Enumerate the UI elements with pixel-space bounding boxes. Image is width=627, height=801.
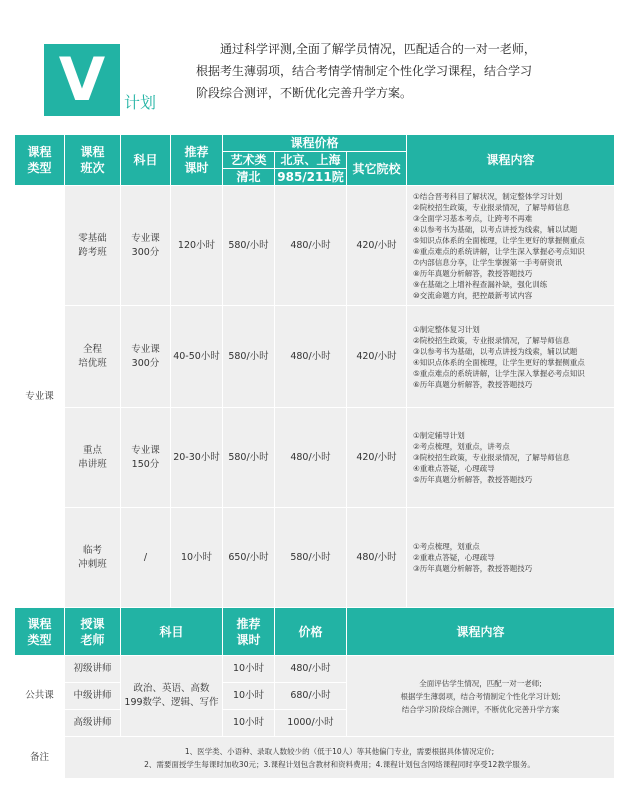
content-item: ①结合晋考科目了解状况，制定整体学习计划 bbox=[413, 191, 563, 201]
teacher-level: 高级讲师 bbox=[65, 710, 121, 737]
content-item: ①考点梳理，划重点 bbox=[413, 542, 480, 551]
note-row bbox=[15, 737, 615, 779]
class-name: 零基础 跨考班 bbox=[65, 186, 121, 306]
price-985: 480/小时 bbox=[275, 408, 347, 508]
public-course-content: 全面评估学生情况，匹配一对一老师; 根据学生薄弱项，结合考情制定个性化学习计划; 结合学习阶段综合测评，不断优化完善升学方案 bbox=[347, 656, 615, 737]
content-item: ②院校招生政策，专业报录情况，了解导师信息 bbox=[413, 202, 570, 212]
price-985: 480/小时 bbox=[275, 186, 347, 306]
public-subjects: 政治、英语、高数 199数学、逻辑、写作 bbox=[121, 656, 223, 737]
hours: 10小时 bbox=[223, 683, 275, 710]
plan-label: 计划 bbox=[124, 93, 157, 112]
content-item: ⑨在基础之上增补程查漏补缺，强化训练 bbox=[413, 279, 548, 289]
class-name: 全程 培优班 bbox=[65, 306, 121, 408]
table-row bbox=[15, 508, 615, 608]
header-hours: 推荐 课时 bbox=[171, 135, 223, 186]
teacher-level: 初级讲师 bbox=[65, 656, 121, 683]
header-price: 价格 bbox=[275, 608, 347, 656]
header-content: 课程内容 bbox=[347, 608, 615, 656]
content-list bbox=[407, 324, 614, 390]
header-bj-sh: 北京、上海 bbox=[275, 152, 347, 169]
hours: 120小时 bbox=[171, 186, 223, 306]
content-item: ⑥重点难点的系统讲解，让学生深入掌握必考点知识 bbox=[413, 246, 585, 256]
price-other: 420/小时 bbox=[347, 408, 407, 508]
class-name: 重点 串讲班 bbox=[65, 408, 121, 508]
price-other: 420/小时 bbox=[347, 186, 407, 306]
table-row bbox=[15, 186, 615, 306]
category-public: 公共课 bbox=[15, 656, 65, 737]
table-row bbox=[15, 408, 615, 508]
subject: 专业课 150分 bbox=[121, 408, 171, 508]
intro-text bbox=[196, 38, 576, 104]
note-label: 备注 bbox=[15, 737, 65, 779]
subject: 专业课 300分 bbox=[121, 306, 171, 408]
header-other: 其它院校 bbox=[347, 152, 407, 186]
content-item: ④知识点体系的全面梳理，让学生更好的掌握侧重点 bbox=[413, 357, 585, 367]
content-list bbox=[407, 191, 614, 301]
content-item: ⑦内部信息分享，让学生掌握第一手考研资讯 bbox=[413, 257, 563, 267]
header-course-type: 课程 类型 bbox=[15, 608, 65, 656]
header-hours: 推荐 课时 bbox=[223, 608, 275, 656]
price: 1000/小时 bbox=[275, 710, 347, 737]
header-content: 课程内容 bbox=[407, 135, 615, 186]
course-content bbox=[407, 408, 615, 508]
content-item: ②院校招生政策，专业报录情况，了解导师信息 bbox=[413, 335, 570, 345]
table-row bbox=[15, 306, 615, 408]
table-row bbox=[15, 656, 615, 683]
course-content bbox=[407, 306, 615, 408]
price-985: 580/小时 bbox=[275, 508, 347, 608]
header-art: 艺术类 bbox=[223, 152, 275, 169]
content-item: ③全面学习基本考点，让跨考不再难 bbox=[413, 213, 533, 223]
price: 480/小时 bbox=[275, 656, 347, 683]
header-qinghua: 清北 bbox=[223, 169, 275, 186]
content-item: ②重难点答疑，心理疏导 bbox=[413, 553, 495, 562]
header-subject: 科目 bbox=[121, 608, 223, 656]
hours: 10小时 bbox=[223, 656, 275, 683]
content-item: ②考点梳理，划重点，讲考点 bbox=[413, 442, 510, 451]
class-name: 临考 冲刺班 bbox=[65, 508, 121, 608]
header-subject: 科目 bbox=[121, 135, 171, 186]
price-other: 480/小时 bbox=[347, 508, 407, 608]
professional-course-table bbox=[14, 134, 615, 608]
price-art: 580/小时 bbox=[223, 408, 275, 508]
v-plan-logo: V bbox=[44, 44, 120, 116]
price-art: 580/小时 bbox=[223, 186, 275, 306]
category-professional: 专业课 bbox=[15, 186, 65, 608]
content-item: ③院校招生政策，专业报录情况，了解导师信息 bbox=[413, 453, 570, 462]
content-item: ①制定辅导计划 bbox=[413, 431, 465, 440]
header-985: 985/211院 bbox=[275, 169, 347, 186]
hours: 10小时 bbox=[171, 508, 223, 608]
price-art: 650/小时 bbox=[223, 508, 275, 608]
hours: 40-50小时 bbox=[171, 306, 223, 408]
content-item: ⑧历年真题分析解答，教授答题技巧 bbox=[413, 268, 533, 278]
content-item: ③历年真题分析解答，教授答题技巧 bbox=[413, 564, 533, 573]
price: 680/小时 bbox=[275, 683, 347, 710]
hours: 20-30小时 bbox=[171, 408, 223, 508]
course-content bbox=[407, 508, 615, 608]
price-art: 580/小时 bbox=[223, 306, 275, 408]
content-list bbox=[407, 430, 614, 485]
subject: 专业课 300分 bbox=[121, 186, 171, 306]
content-item: ⑥历年真题分析解答，教授答题技巧 bbox=[413, 379, 533, 389]
intro-line-1: 通过科学评测,全面了解学员情况，匹配适合的一对一老师， bbox=[220, 42, 536, 56]
teacher-level: 中级讲师 bbox=[65, 683, 121, 710]
header-course-class: 课程 班次 bbox=[65, 135, 121, 186]
subject: / bbox=[121, 508, 171, 608]
public-course-table bbox=[14, 607, 615, 779]
price-other: 420/小时 bbox=[347, 306, 407, 408]
course-content bbox=[407, 186, 615, 306]
note-text: 1、医学类、小语种、录取人数较少的（低于10人）等其他偏门专业，需要根据具体情况定价; 2、需要面授学生每课时加收30元；3.课程计划包含教材和资料费用；4.课程计划包含网络课程同时享受12教学服务。 bbox=[65, 737, 615, 779]
header-teacher: 授课 老师 bbox=[65, 608, 121, 656]
content-item: ④以参考书为基础，以考点讲授为线索，辅以试题 bbox=[413, 224, 578, 234]
intro-line-2: 根据考生薄弱项，结合考情学情制定个性化学习课程，结合学习 bbox=[196, 64, 533, 78]
content-item: ⑤历年真题分析解答，教授答题技巧 bbox=[413, 475, 533, 484]
content-item: ⑩交流命题方向，把控最新考试内容 bbox=[413, 290, 533, 300]
intro-line-3: 阶段综合测评，不断优化完善升学方案。 bbox=[196, 86, 413, 100]
header-price: 课程价格 bbox=[223, 135, 407, 152]
hours: 10小时 bbox=[223, 710, 275, 737]
content-item: ③以参考书为基础，以考点讲授为线索，辅以试题 bbox=[413, 346, 578, 356]
content-item: ⑤重点难点的系统讲解，让学生深入掌握必考点知识 bbox=[413, 368, 585, 378]
header-course-type: 课程 类型 bbox=[15, 135, 65, 186]
header-section bbox=[0, 0, 627, 130]
price-985: 480/小时 bbox=[275, 306, 347, 408]
content-list bbox=[407, 541, 614, 574]
content-item: ④重难点答疑，心理疏导 bbox=[413, 464, 495, 473]
content-item: ⑤知识点体系的全面梳理，让学生更好的掌握侧重点 bbox=[413, 235, 585, 245]
content-item: ①制定整体复习计划 bbox=[413, 324, 480, 334]
